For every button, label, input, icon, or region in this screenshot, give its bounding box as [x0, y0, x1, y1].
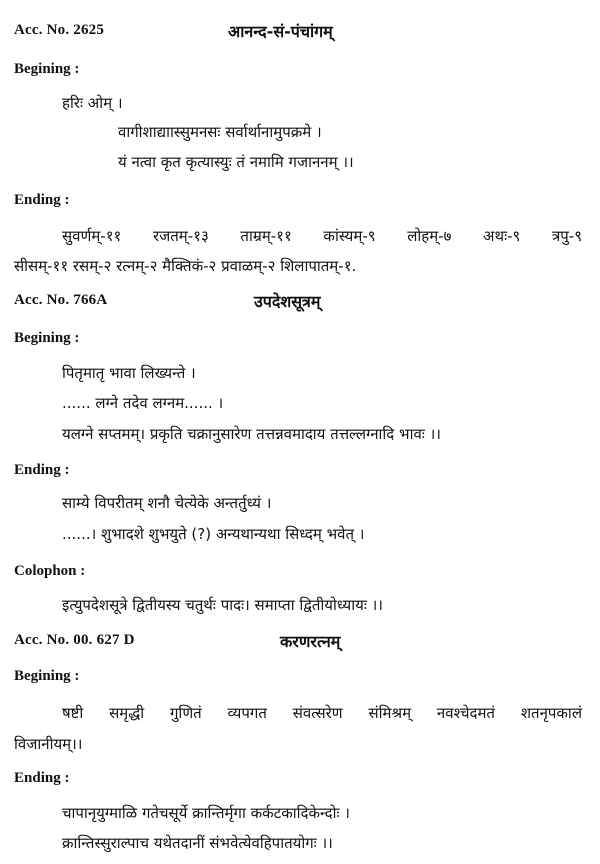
text-line: ......। शुभादशे शुभयुते (?) अन्यथान्यथा सिध्दम् भवेत् । — [62, 525, 365, 543]
accession-number: Acc. No. 00. 627 D — [14, 632, 135, 648]
section-label: Begining : — [14, 330, 80, 346]
manuscript-title: आनन्द-सं-पंचांगम् — [228, 22, 333, 41]
text-line: वागीशाद्याास्सुमनसः सर्वार्थानामुपक्रमे । — [118, 123, 322, 141]
text-line: इत्युपदेशसूत्रे द्वितीयस्य चतुर्थः पादः। समाप्ता द्वितीयोध्यायः ।। — [62, 596, 383, 614]
accession-number: Acc. No. 2625 — [14, 22, 105, 38]
section-label: Ending : — [14, 192, 70, 208]
text-line: सीसम्-११ रसम्-२ रत्नम्-२ मैक्तिकं-२ प्रवाळम्-२ शिलापातम्-१. — [14, 257, 357, 275]
entry-header — [14, 22, 586, 44]
text-line: यं नत्वा कृत कृत्यास्युः तं नमामि गजाननम् ।। — [118, 153, 354, 171]
section-label: Begining : — [14, 668, 80, 684]
text-line: चापानृयुग्माळि गतेचसूर्ये क्रान्तिर्मृगा कर्कटकादिकेन्दोः । — [62, 804, 350, 822]
text-line: क्रान्तिस्सुराल्पाच यथेतदानीं संभवेत्येवहिपातयोगः ।। — [62, 834, 333, 852]
text-line: साम्ये विपरीतम् शनौ चेत्येके अन्तर्तुध्यं । — [62, 494, 272, 512]
manuscript-title: उपदेशसूत्रम् — [254, 292, 321, 311]
accession-number: Acc. No. 766A — [14, 292, 108, 308]
entry-header — [14, 632, 586, 654]
entry-header — [14, 292, 586, 314]
section-label: Colophon : — [14, 563, 86, 579]
text-line: हरिः ओम् । — [62, 94, 123, 112]
section-label: Begining : — [14, 61, 80, 77]
text-line: ...... लग्ने तदेव लग्नम...... । — [62, 394, 224, 412]
text-line: पितृमातृ भावा लिख्यन्ते । — [62, 364, 196, 382]
section-label: Ending : — [14, 770, 70, 786]
text-line: सुवर्णम्-११ रजतम्-१३ ताम्रम्-११ कांस्यम्-९ लोहम्-७ अथः-९ त्रपु-९ — [62, 227, 582, 245]
manuscript-title: करणरत्नम् — [280, 632, 341, 651]
text-line: विजानीयम्।। — [14, 735, 83, 753]
section-label: Ending : — [14, 462, 70, 478]
text-line: षष्टी समृद्धी गुणितं व्यपगत संवत्सरेण संमिश्रम् नवश्चेदमतं शतनृपकालं — [62, 704, 582, 722]
text-line: यलग्ने सप्तमम्। प्रकृति चक्रानुसारेण तत्तन्नवमादाय तत्तल्लग्नादि भावः ।। — [62, 425, 441, 443]
